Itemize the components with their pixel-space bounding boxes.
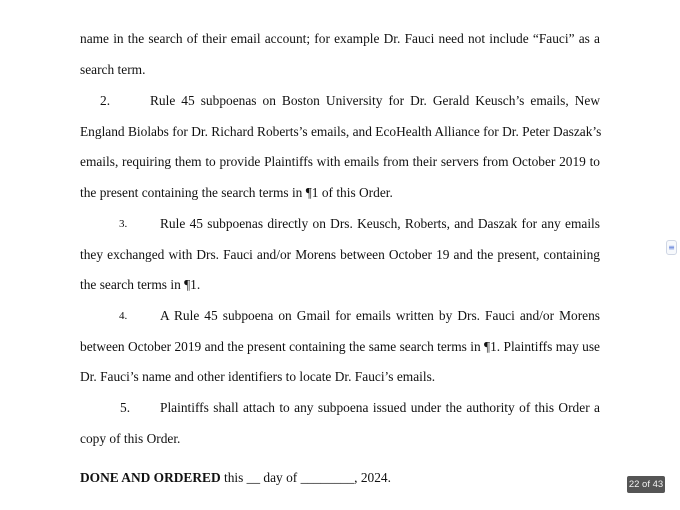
para3-line3: the search terms in ¶1. bbox=[80, 277, 201, 292]
para2-number: 2. bbox=[100, 93, 111, 108]
para3-number: 3. bbox=[119, 218, 128, 230]
done-and-ordered-date: this __ day of ________, 2024. bbox=[220, 470, 391, 485]
page-indicator: 22 of 43 bbox=[627, 476, 665, 493]
para1-line2: search term. bbox=[80, 62, 146, 77]
outline-icon[interactable] bbox=[666, 240, 677, 255]
para2-line2: England Biolabs for Dr. Richard Roberts’s emails, and EcoHealth Alliance for Dr. Peter Daszak’s bbox=[80, 124, 602, 139]
para3-line2: they exchanged with Drs. Fauci and/or Morens between October 19 and the present, containing bbox=[80, 247, 600, 262]
para2-line1: Rule 45 subpoenas on Boston University for Dr. Gerald Keusch’s emails, New bbox=[150, 93, 600, 108]
para5-number: 5. bbox=[120, 400, 131, 415]
para4-number: 4. bbox=[119, 310, 128, 322]
para1-line1: name in the search of their email account; for example Dr. Fauci need not include “Fauci” as a bbox=[80, 31, 600, 46]
para3-line1: Rule 45 subpoenas directly on Drs. Keusch, Roberts, and Daszak for any emails bbox=[160, 216, 600, 231]
para4-line2: between October 2019 and the present containing the same search terms in ¶1. Plaintiffs may use bbox=[80, 339, 600, 354]
done-and-ordered-line bbox=[80, 470, 600, 486]
outline-icon-glyph: ≡ bbox=[668, 242, 675, 252]
para4-line3: Dr. Fauci’s name and other identifiers to locate Dr. Fauci’s emails. bbox=[80, 369, 436, 384]
para2-line3: emails, requiring them to provide Plaintiffs with emails from their servers from October 2019 to bbox=[80, 154, 600, 169]
done-and-ordered-heading: DONE AND ORDERED bbox=[80, 470, 221, 485]
para4-line1: A Rule 45 subpoena on Gmail for emails written by Drs. Fauci and/or Morens bbox=[160, 308, 600, 323]
para2-line4: the present containing the search terms in ¶1 of this Order. bbox=[80, 185, 393, 200]
para5-line1: Plaintiffs shall attach to any subpoena issued under the authority of this Order a bbox=[160, 400, 600, 415]
para5-line2: copy of this Order. bbox=[80, 431, 181, 446]
